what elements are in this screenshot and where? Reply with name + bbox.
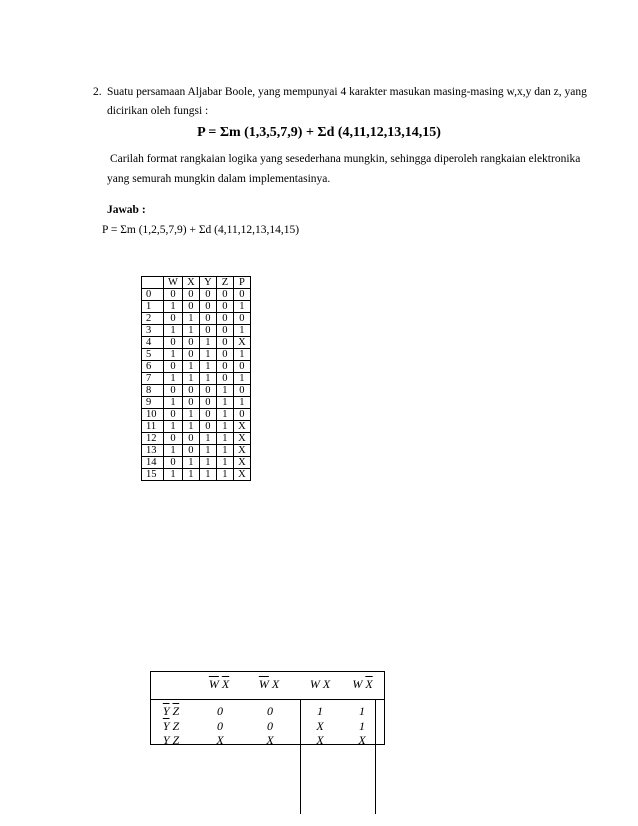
truth-table-cell: 1 bbox=[182, 373, 199, 385]
truth-table-cell: 1 bbox=[164, 469, 183, 481]
kmap-col-header: W X bbox=[309, 677, 331, 691]
kmap-cell: X bbox=[216, 733, 224, 747]
truth-table-cell: 1 bbox=[216, 457, 233, 469]
truth-table-cell: X bbox=[233, 457, 250, 469]
truth-table-cell: 1 bbox=[233, 373, 250, 385]
truth-table-header-cell: X bbox=[182, 277, 199, 289]
truth-table-cell: 5 bbox=[142, 349, 164, 361]
kmap-col-header: W $\overline{X}$ bbox=[352, 677, 373, 691]
kmap-row-header: $\overline{Y}$ Z bbox=[162, 719, 180, 733]
truth-table bbox=[141, 276, 251, 481]
truth-table-cell: 0 bbox=[164, 409, 183, 421]
truth-table-cell: 0 bbox=[233, 361, 250, 373]
kmap-cell: 1 bbox=[317, 704, 323, 718]
truth-table-cell: 1 bbox=[233, 325, 250, 337]
truth-table-cell: 0 bbox=[164, 433, 183, 445]
truth-table-cell: 0 bbox=[199, 409, 216, 421]
truth-table-cell: 1 bbox=[199, 373, 216, 385]
truth-table-cell: 1 bbox=[182, 325, 199, 337]
table-row bbox=[142, 385, 251, 397]
truth-table-cell: 1 bbox=[164, 421, 183, 433]
truth-table-cell: 1 bbox=[216, 397, 233, 409]
truth-table-cell: 1 bbox=[164, 373, 183, 385]
kmap-row-header: $\overline{Y}$ $\overline{Z}$ bbox=[162, 704, 180, 718]
truth-table-cell: 0 bbox=[199, 313, 216, 325]
truth-table-cell: 0 bbox=[233, 385, 250, 397]
truth-table-cell: 1 bbox=[164, 397, 183, 409]
truth-table-cell: 0 bbox=[182, 397, 199, 409]
truth-table-cell: 8 bbox=[142, 385, 164, 397]
truth-table-cell: X bbox=[233, 337, 250, 349]
truth-table-cell: 0 bbox=[182, 445, 199, 457]
truth-table-header-cell: P bbox=[233, 277, 250, 289]
truth-table-cell: X bbox=[233, 445, 250, 457]
answer-formula: P = Σm (1,2,5,7,9) + Σd (4,11,12,13,14,15) bbox=[102, 224, 300, 236]
truth-table-cell: X bbox=[233, 469, 250, 481]
truth-table-cell: 1 bbox=[199, 457, 216, 469]
task-line-2: yang semurah mungkin dalam implementasinya. bbox=[107, 173, 331, 185]
kmap-cell: X bbox=[316, 719, 324, 733]
truth-table-cell: 2 bbox=[142, 313, 164, 325]
truth-table-cell: 1 bbox=[182, 469, 199, 481]
truth-table-cell: 1 bbox=[164, 445, 183, 457]
table-row bbox=[142, 325, 251, 337]
truth-table-cell: 1 bbox=[199, 361, 216, 373]
task-line-1: Carilah format rangkaian logika yang sesederhana mungkin, sehingga diperoleh rangkaian elektronika bbox=[110, 153, 581, 165]
kmap-cell: 0 bbox=[217, 704, 223, 718]
truth-table-cell: X bbox=[233, 433, 250, 445]
truth-table-cell: 0 bbox=[182, 433, 199, 445]
truth-table-cell: 1 bbox=[182, 457, 199, 469]
truth-table-cell: 14 bbox=[142, 457, 164, 469]
table-row bbox=[142, 301, 251, 313]
truth-table-cell: 1 bbox=[216, 385, 233, 397]
truth-table-cell: 0 bbox=[182, 301, 199, 313]
truth-table-cell: 0 bbox=[233, 289, 250, 301]
question-line-1: Suatu persamaan Aljabar Boole, yang mempunyai 4 karakter masukan masing-masing w,x,y dan z, yang bbox=[107, 86, 587, 98]
table-row bbox=[142, 349, 251, 361]
truth-table-header-cell: Z bbox=[216, 277, 233, 289]
truth-table-cell: 1 bbox=[199, 349, 216, 361]
truth-table-cell: 0 bbox=[199, 301, 216, 313]
kmap-cell: 1 bbox=[359, 704, 365, 718]
truth-table-cell: 1 bbox=[199, 337, 216, 349]
truth-table-cell: 0 bbox=[199, 397, 216, 409]
kmap-col-header: $\overline{W}$ X bbox=[258, 677, 280, 691]
kmap-cell: 1 bbox=[359, 719, 365, 733]
truth-table-cell: 9 bbox=[142, 397, 164, 409]
truth-table-cell: 15 bbox=[142, 469, 164, 481]
question-number: 2. bbox=[93, 86, 102, 98]
truth-table-cell: 0 bbox=[164, 289, 183, 301]
truth-table-cell: 0 bbox=[216, 349, 233, 361]
truth-table-cell: 0 bbox=[182, 337, 199, 349]
truth-table-cell: 0 bbox=[164, 337, 183, 349]
truth-table-cell: 11 bbox=[142, 421, 164, 433]
truth-table-cell: 1 bbox=[164, 325, 183, 337]
truth-table-cell: 0 bbox=[216, 337, 233, 349]
truth-table-cell: 0 bbox=[199, 325, 216, 337]
truth-table-header-cell: Y bbox=[199, 277, 216, 289]
table-row bbox=[142, 445, 251, 457]
table-row bbox=[142, 397, 251, 409]
truth-table-cell: 0 bbox=[164, 313, 183, 325]
truth-table-cell: 0 bbox=[216, 289, 233, 301]
table-row bbox=[142, 313, 251, 325]
truth-table-cell: 0 bbox=[199, 421, 216, 433]
truth-table-cell: 0 bbox=[199, 289, 216, 301]
truth-table-cell: 0 bbox=[216, 373, 233, 385]
truth-table-cell: 1 bbox=[199, 433, 216, 445]
truth-table-cell: 1 bbox=[164, 301, 183, 313]
kmap-row-header: Y Z bbox=[162, 733, 180, 747]
kmap-cell: X bbox=[316, 733, 324, 747]
table-row bbox=[142, 373, 251, 385]
truth-table-cell: 0 bbox=[182, 349, 199, 361]
truth-table-cell: 1 bbox=[216, 409, 233, 421]
truth-table-cell: 1 bbox=[233, 301, 250, 313]
truth-table-cell: X bbox=[233, 421, 250, 433]
truth-table-cell: 0 bbox=[233, 409, 250, 421]
kmap-cell: X bbox=[266, 733, 274, 747]
truth-table-cell: 0 bbox=[164, 457, 183, 469]
truth-table-cell: 1 bbox=[182, 421, 199, 433]
truth-table-cell: 3 bbox=[142, 325, 164, 337]
truth-table-cell: 1 bbox=[233, 349, 250, 361]
table-row bbox=[142, 361, 251, 373]
kmap-cell: 0 bbox=[267, 704, 273, 718]
table-row bbox=[142, 433, 251, 445]
truth-table-cell: 0 bbox=[182, 385, 199, 397]
kmap-cell: X bbox=[358, 733, 366, 747]
truth-table-header bbox=[142, 277, 251, 289]
truth-table-cell: 1 bbox=[164, 349, 183, 361]
truth-table-cell: 0 bbox=[199, 385, 216, 397]
kmap-cell: 0 bbox=[267, 719, 273, 733]
table-row bbox=[142, 289, 251, 301]
truth-table-cell: 7 bbox=[142, 373, 164, 385]
truth-table-cell: 0 bbox=[182, 289, 199, 301]
truth-table-cell: 1 bbox=[199, 469, 216, 481]
table-row bbox=[142, 421, 251, 433]
truth-table-cell: 1 bbox=[216, 445, 233, 457]
truth-table-cell: 0 bbox=[164, 385, 183, 397]
truth-table-cell: 1 bbox=[216, 421, 233, 433]
truth-table-cell: 0 bbox=[216, 361, 233, 373]
truth-table-cell: 1 bbox=[233, 397, 250, 409]
table-row bbox=[142, 337, 251, 349]
truth-table-cell: 4 bbox=[142, 337, 164, 349]
truth-table-cell: 1 bbox=[199, 445, 216, 457]
truth-table-cell: 6 bbox=[142, 361, 164, 373]
truth-table-cell: 1 bbox=[182, 361, 199, 373]
truth-table-cell: 1 bbox=[216, 469, 233, 481]
truth-table-cell: 0 bbox=[216, 313, 233, 325]
truth-table-cell: 10 bbox=[142, 409, 164, 421]
truth-table-cell: 0 bbox=[216, 301, 233, 313]
answer-heading: Jawab : bbox=[107, 204, 146, 216]
truth-table-cell: 13 bbox=[142, 445, 164, 457]
truth-table-cell: 0 bbox=[233, 313, 250, 325]
question-formula: P = Σm (1,3,5,7,9) + Σd (4,11,12,13,14,15) bbox=[197, 125, 441, 140]
truth-table-cell: 0 bbox=[164, 361, 183, 373]
table-row bbox=[142, 409, 251, 421]
truth-table-cell: 12 bbox=[142, 433, 164, 445]
kmap-cell: 0 bbox=[217, 719, 223, 733]
question-line-2: dicirikan oleh fungsi : bbox=[107, 105, 209, 117]
truth-table-header-cell: W bbox=[164, 277, 183, 289]
truth-table-cell: 1 bbox=[142, 301, 164, 313]
truth-table-cell: 1 bbox=[216, 433, 233, 445]
truth-table-cell: 0 bbox=[142, 289, 164, 301]
table-row bbox=[142, 457, 251, 469]
kmap-col-header: $\overline{W}$ $\overline{X}$ bbox=[208, 677, 230, 691]
truth-table-cell: 1 bbox=[182, 409, 199, 421]
truth-table-cell: 1 bbox=[182, 313, 199, 325]
truth-table-cell: 0 bbox=[216, 325, 233, 337]
truth-table-header-cell bbox=[142, 277, 164, 289]
table-row bbox=[142, 469, 251, 481]
